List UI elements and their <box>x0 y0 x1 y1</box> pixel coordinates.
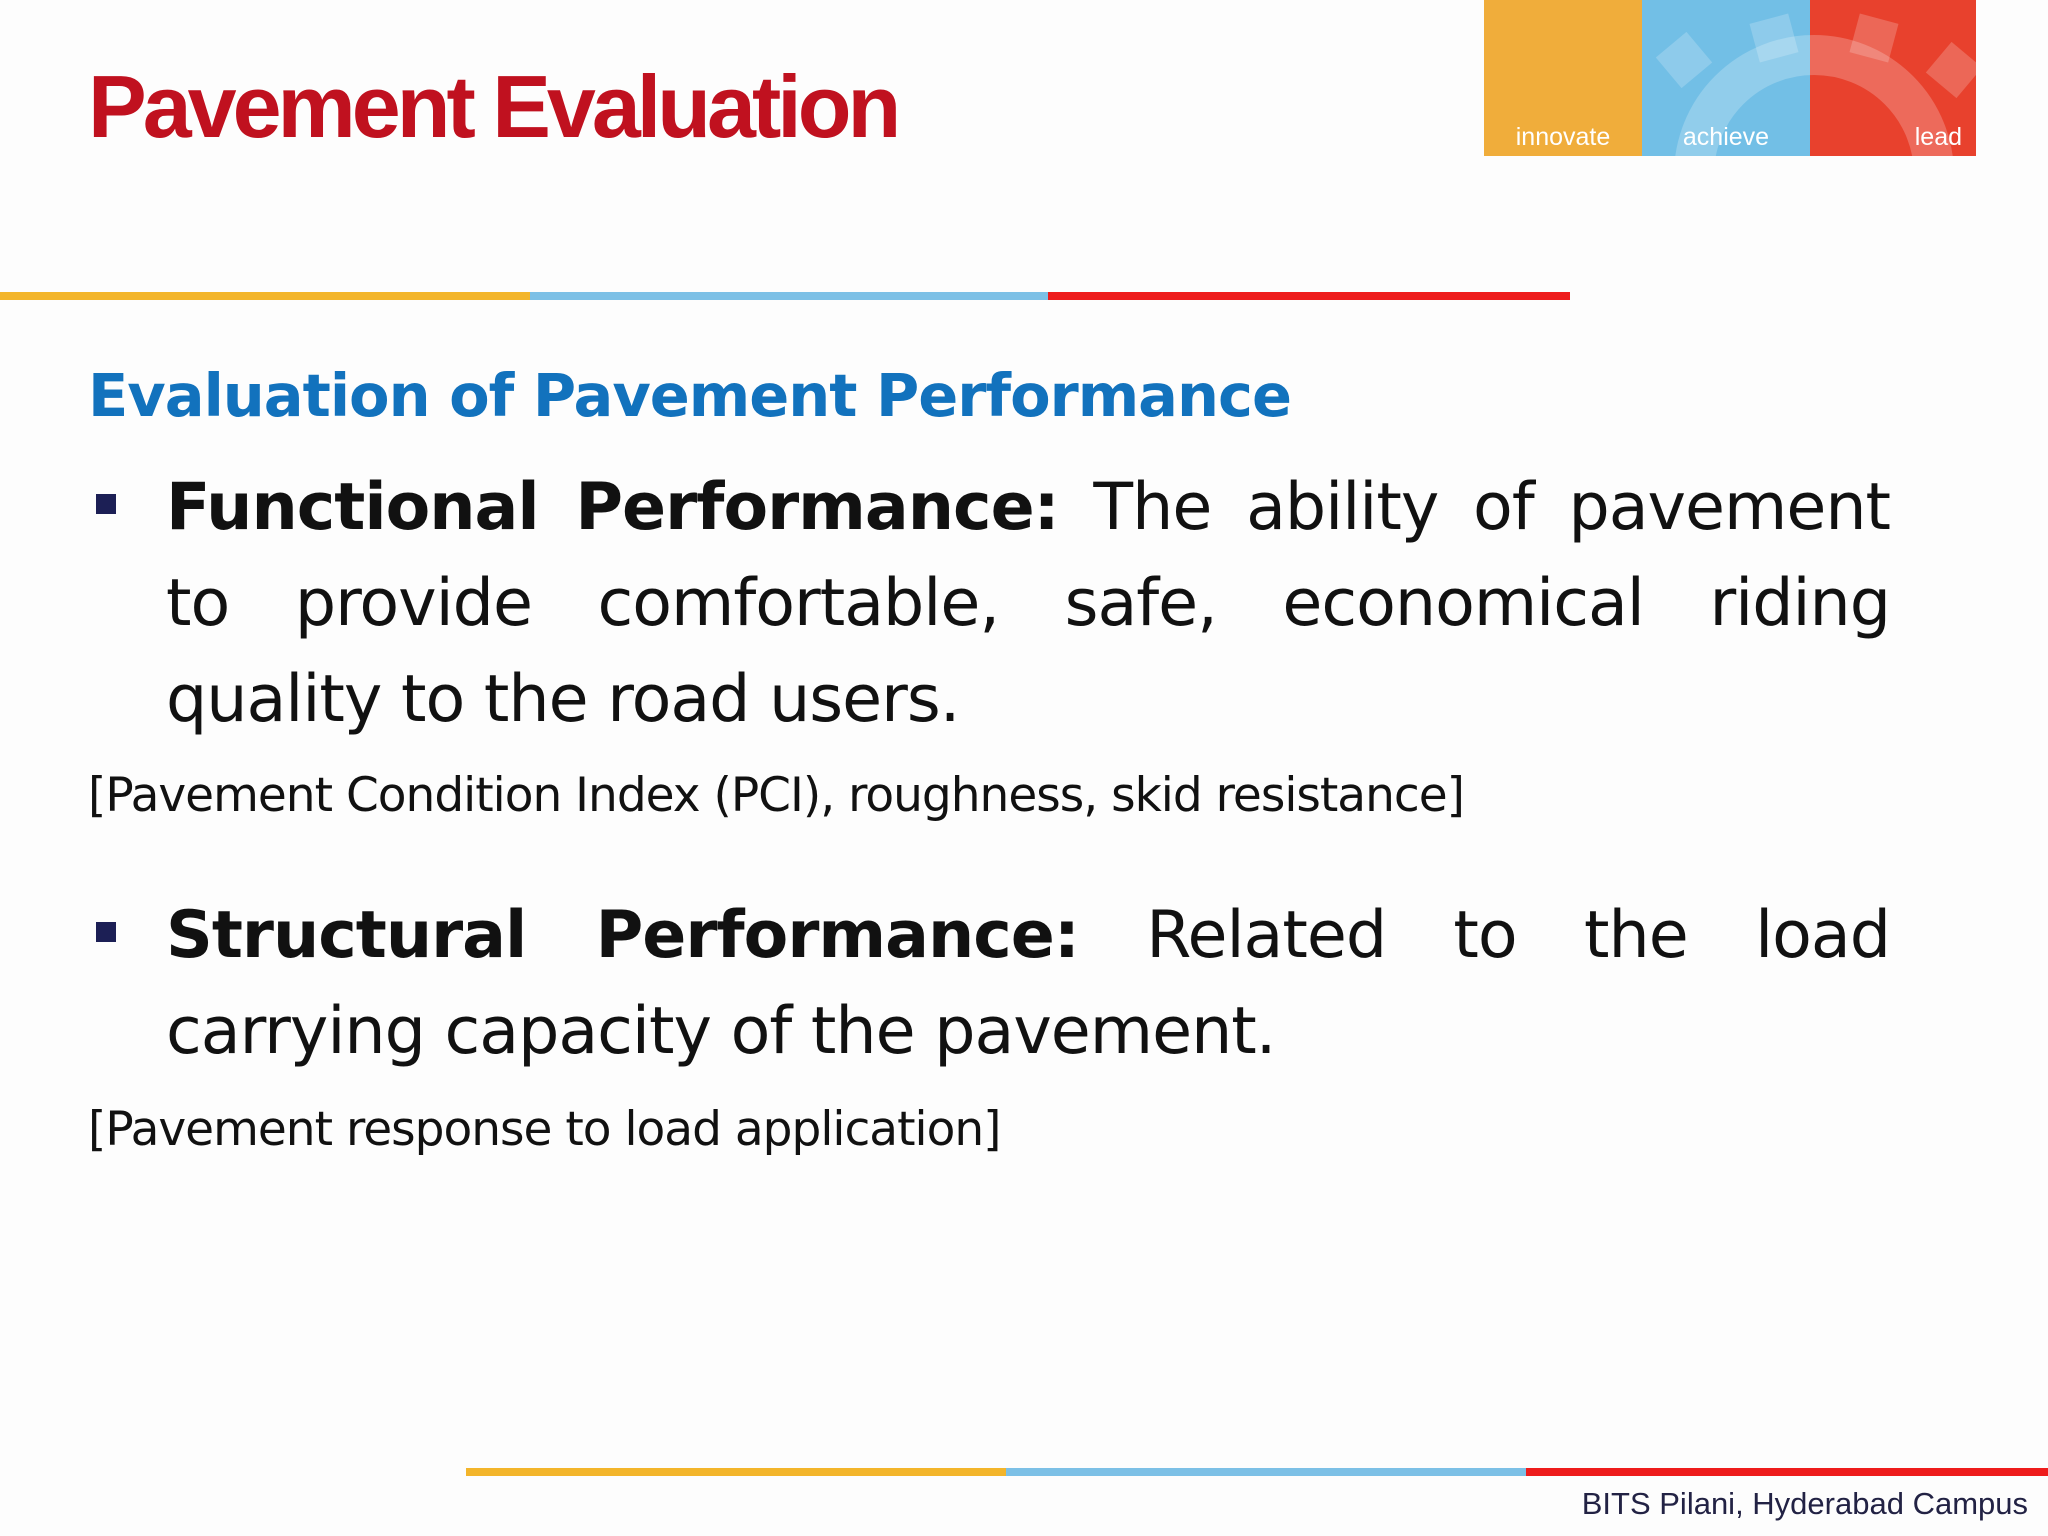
footer-rule-orange <box>466 1468 1006 1476</box>
item-text: Related to the load carrying capacity of the pavement. <box>166 898 1890 1069</box>
functional-performance-note: [Pavement Condition Index (PCI), roughness, skid resistance] <box>88 768 1464 823</box>
footer-rule-blue <box>1006 1468 1526 1476</box>
logo-word-achieve: achieve <box>1682 123 1770 151</box>
section-heading: Evaluation of Pavement Performance <box>88 361 1291 430</box>
item-term: Structural Performance: <box>166 898 1079 973</box>
header-rule-blue <box>530 292 1048 300</box>
structural-performance-item <box>166 888 1890 1080</box>
structural-performance-note: [Pavement response to load application] <box>88 1102 1001 1157</box>
item-text: The ability of pavement to provide comfortable, safe, economical riding quality to the road users. <box>166 470 1891 737</box>
logo-word-lead: lead <box>1914 123 1962 151</box>
bullet-square-icon <box>96 494 116 514</box>
footer-rule-red <box>1526 1468 2048 1476</box>
logo-word-innovate: innovate <box>1515 123 1611 151</box>
footer-campus: BITS Pilani, Hyderabad Campus <box>1581 1486 2028 1521</box>
functional-performance-item <box>166 460 1890 748</box>
gear-watermark-icon <box>1484 0 1976 156</box>
bullet-square-icon <box>96 922 116 942</box>
slide-title: Pavement Evaluation <box>88 57 898 156</box>
item-term: Functional Performance: <box>166 470 1059 545</box>
header-rule-red <box>1048 292 1570 300</box>
institution-logo <box>1484 0 1976 156</box>
header-rule-orange <box>0 292 530 300</box>
